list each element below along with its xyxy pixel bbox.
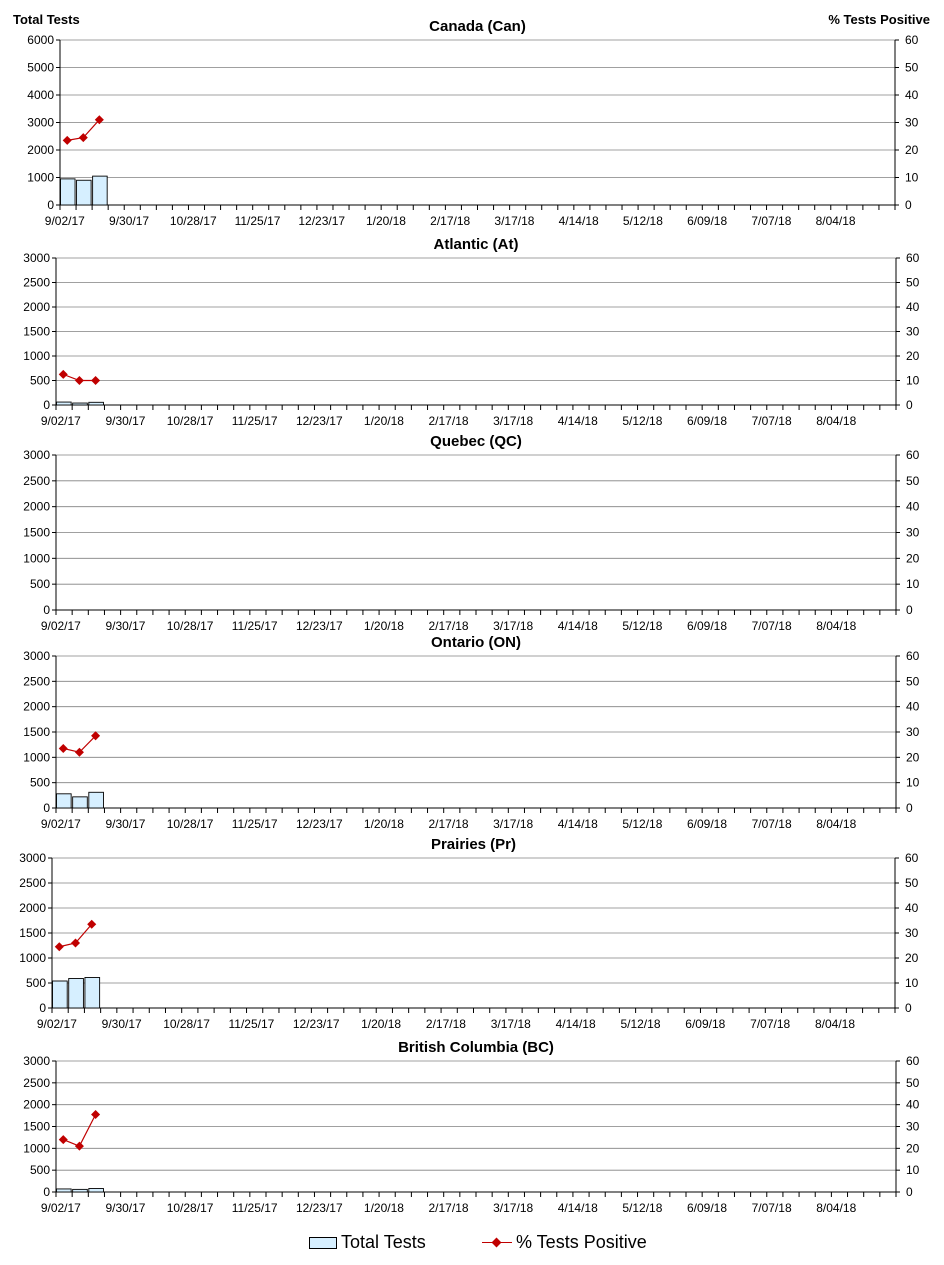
x-tick-label: 6/09/18 [685, 1017, 726, 1031]
x-tick-label: 2/17/18 [428, 1201, 469, 1215]
y-tick-label-left: 1500 [23, 1119, 50, 1134]
y-tick-label-right: 40 [906, 300, 920, 314]
bar [89, 402, 104, 405]
x-tick-label: 3/17/18 [493, 619, 534, 633]
y-tick-label-right: 60 [905, 851, 919, 865]
x-tick-label: 8/04/18 [816, 1201, 857, 1215]
x-tick-label: 10/28/17 [166, 817, 214, 831]
y-tick-label-left: 3000 [23, 1054, 50, 1068]
line-point [75, 1142, 84, 1151]
y-tick-label-left: 0 [43, 801, 50, 815]
x-tick-label: 9/02/17 [40, 1201, 81, 1215]
x-tick-label: 12/23/17 [292, 1017, 340, 1031]
y-tick-label-right: 30 [906, 525, 920, 540]
chart-title: Atlantic (At) [433, 236, 519, 253]
y-tick-label-left: 2000 [23, 1097, 50, 1112]
y-tick-label-right: 30 [905, 926, 919, 940]
y-tick-label-right: 50 [906, 275, 920, 290]
x-tick-label: 2/17/18 [428, 817, 469, 831]
y-tick-label-right: 20 [905, 951, 919, 965]
y-tick-label-left: 2000 [27, 143, 54, 157]
x-tick-label: 12/23/17 [298, 214, 346, 228]
x-tick-label: 4/14/18 [555, 1017, 596, 1031]
y-tick-label-left: 500 [25, 976, 46, 990]
legend-label-percent-positive: % Tests Positive [516, 1232, 647, 1252]
x-tick-label: 1/20/18 [363, 619, 404, 633]
x-tick-label: 4/14/18 [557, 619, 598, 633]
bar [85, 978, 100, 1009]
chart-title: Quebec (QC) [430, 433, 522, 450]
x-tick-label: 6/09/18 [686, 1201, 728, 1215]
y-tick-label-left: 3000 [23, 649, 50, 663]
y-tick-label-left: 1500 [23, 525, 50, 540]
x-tick-label: 11/25/17 [231, 1201, 278, 1215]
chart-title: Canada (Can) [429, 18, 526, 35]
y-tick-label-right: 30 [905, 115, 919, 130]
y-tick-label-right: 10 [906, 577, 920, 592]
x-tick-label: 5/12/18 [622, 214, 663, 228]
left-axis-title: Total Tests [13, 12, 80, 27]
bar [69, 979, 84, 1009]
x-tick-label: 9/02/17 [44, 214, 85, 228]
x-tick-label: 9/02/17 [40, 414, 81, 428]
x-tick-label: 5/12/18 [622, 817, 663, 831]
x-tick-label: 6/09/18 [686, 414, 728, 428]
y-tick-label-right: 30 [906, 1119, 920, 1134]
y-tick-label-left: 6000 [27, 33, 54, 47]
x-tick-label: 2/17/18 [428, 414, 469, 428]
x-tick-label: 9/30/17 [105, 619, 146, 633]
x-tick-label: 1/20/18 [361, 1017, 402, 1031]
y-tick-label-right: 60 [906, 251, 920, 265]
x-tick-label: 11/25/17 [231, 414, 278, 428]
x-tick-label: 5/12/18 [620, 1017, 661, 1031]
x-tick-label: 5/12/18 [622, 414, 663, 428]
x-tick-label: 9/30/17 [105, 817, 146, 831]
y-tick-label-right: 0 [906, 398, 913, 412]
x-tick-label: 2/17/18 [430, 214, 471, 228]
y-tick-label-left: 3000 [19, 851, 46, 865]
x-tick-label: 4/14/18 [557, 817, 598, 831]
x-tick-label: 6/09/18 [686, 619, 728, 633]
x-tick-label: 1/20/18 [365, 214, 406, 228]
y-tick-label-right: 0 [906, 1185, 913, 1199]
y-tick-label-left: 1000 [23, 349, 50, 363]
x-tick-label: 10/28/17 [166, 619, 214, 633]
x-tick-label: 10/28/17 [169, 214, 217, 228]
line-point [55, 942, 64, 951]
y-tick-label-right: 60 [906, 1054, 920, 1068]
x-tick-label: 2/17/18 [428, 619, 469, 633]
y-tick-label-left: 0 [43, 1185, 50, 1199]
y-tick-label-right: 40 [906, 499, 920, 514]
y-tick-label-left: 3000 [27, 115, 54, 130]
y-tick-label-left: 1000 [23, 1141, 50, 1156]
y-tick-label-left: 2500 [23, 473, 50, 488]
bar [53, 981, 68, 1008]
bar [89, 792, 104, 808]
y-tick-label-right: 10 [905, 976, 919, 990]
y-tick-label-left: 3000 [23, 448, 50, 462]
x-tick-label: 4/14/18 [557, 1201, 598, 1215]
legend-item-total-tests [309, 1232, 426, 1253]
right-axis-title: % Tests Positive [828, 12, 930, 27]
y-tick-label-right: 10 [906, 775, 920, 790]
y-tick-label-left: 1000 [19, 951, 46, 965]
x-tick-label: 11/25/17 [234, 214, 281, 228]
bar [73, 403, 88, 405]
x-tick-label: 1/20/18 [363, 817, 404, 831]
y-tick-label-right: 10 [906, 1163, 920, 1178]
line-point [59, 744, 68, 753]
x-tick-label: 12/23/17 [295, 414, 343, 428]
x-tick-label: 8/04/18 [816, 619, 857, 633]
chart-title: Prairies (Pr) [430, 836, 517, 853]
y-tick-label-left: 3000 [23, 251, 50, 265]
chart-title: Ontario (ON) [431, 634, 521, 651]
y-tick-label-right: 40 [906, 1097, 920, 1112]
x-tick-label: 9/30/17 [105, 1201, 146, 1215]
x-tick-label: 4/14/18 [558, 214, 599, 228]
y-tick-label-left: 1000 [23, 551, 50, 566]
y-tick-label-left: 2000 [23, 499, 50, 514]
x-tick-label: 7/07/18 [751, 414, 792, 428]
y-tick-label-left: 1000 [27, 170, 54, 185]
line-point [63, 136, 72, 145]
x-tick-label: 12/23/17 [295, 619, 343, 633]
x-tick-label: 12/23/17 [295, 1201, 343, 1215]
y-tick-label-left: 2500 [23, 275, 50, 290]
legend-line-swatch [482, 1236, 512, 1250]
x-tick-label: 3/17/18 [493, 817, 534, 831]
x-tick-label: 6/09/18 [687, 214, 728, 228]
y-tick-label-left: 1500 [23, 725, 50, 739]
x-tick-label: 7/07/18 [751, 817, 792, 831]
bar [57, 402, 72, 405]
y-tick-label-left: 0 [47, 198, 54, 212]
x-tick-label: 9/30/17 [101, 1017, 142, 1031]
x-tick-label: 7/07/18 [751, 1201, 792, 1215]
x-tick-label: 8/04/18 [815, 214, 856, 228]
x-tick-label: 7/07/18 [750, 1017, 791, 1031]
y-tick-label-right: 60 [906, 649, 920, 663]
y-tick-label-left: 4000 [27, 88, 54, 102]
x-tick-label: 7/07/18 [751, 214, 792, 228]
y-tick-label-right: 50 [905, 876, 919, 890]
y-tick-label-left: 2000 [19, 901, 46, 915]
y-tick-label-left: 0 [43, 603, 50, 617]
y-tick-label-right: 50 [905, 60, 919, 75]
y-tick-label-right: 40 [905, 901, 919, 915]
y-tick-label-right: 0 [906, 603, 913, 617]
x-tick-label: 7/07/18 [751, 619, 792, 633]
y-tick-label-left: 1000 [23, 750, 50, 765]
y-tick-label-right: 0 [905, 198, 912, 212]
x-tick-label: 3/17/18 [493, 1201, 534, 1215]
y-tick-label-right: 50 [906, 674, 920, 689]
x-tick-label: 4/14/18 [557, 414, 598, 428]
y-tick-label-right: 0 [905, 1001, 912, 1015]
y-tick-label-right: 20 [906, 1141, 920, 1156]
y-tick-label-left: 2000 [23, 699, 50, 714]
y-tick-label-left: 5000 [27, 60, 54, 75]
x-tick-label: 12/23/17 [295, 817, 343, 831]
bar [93, 176, 108, 205]
y-tick-label-right: 30 [906, 725, 920, 739]
y-tick-label-right: 60 [906, 448, 920, 462]
x-tick-label: 11/25/17 [231, 817, 278, 831]
bar [73, 797, 88, 808]
y-tick-label-left: 500 [29, 775, 50, 790]
y-tick-label-right: 60 [905, 33, 919, 47]
x-tick-label: 9/30/17 [105, 414, 146, 428]
y-tick-label-left: 2000 [23, 300, 50, 314]
y-tick-label-right: 0 [906, 801, 913, 815]
y-tick-label-right: 40 [905, 88, 919, 102]
bar [57, 1189, 72, 1192]
x-tick-label: 1/20/18 [363, 414, 404, 428]
x-tick-label: 9/30/17 [109, 214, 150, 228]
x-tick-label: 2/17/18 [425, 1017, 466, 1031]
legend-label-total-tests: Total Tests [341, 1232, 426, 1252]
x-tick-label: 3/17/18 [494, 214, 535, 228]
legend-bar-swatch [309, 1237, 337, 1249]
y-tick-label-right: 40 [906, 699, 920, 714]
x-tick-label: 3/17/18 [490, 1017, 531, 1031]
y-tick-label-right: 20 [905, 143, 919, 157]
y-tick-label-left: 500 [29, 577, 50, 592]
series-line [63, 1114, 95, 1146]
y-tick-label-right: 30 [906, 324, 920, 339]
x-tick-label: 9/02/17 [40, 619, 81, 633]
x-tick-label: 8/04/18 [814, 1017, 856, 1031]
y-tick-label-left: 2500 [23, 674, 50, 689]
y-tick-label-left: 500 [29, 373, 50, 388]
y-tick-label-right: 50 [906, 473, 920, 488]
line-point [59, 370, 68, 379]
bar [89, 1189, 104, 1192]
line-point [59, 1135, 68, 1144]
legend-item-percent-positive [482, 1232, 647, 1253]
y-tick-label-left: 1500 [19, 926, 46, 940]
x-tick-label: 10/28/17 [166, 414, 214, 428]
y-tick-label-right: 50 [906, 1075, 920, 1090]
y-tick-label-right: 20 [906, 349, 920, 363]
x-tick-label: 3/17/18 [493, 414, 534, 428]
chart-title: British Columbia (BC) [398, 1039, 554, 1056]
x-tick-label: 11/25/17 [231, 619, 278, 633]
y-tick-label-left: 2500 [23, 1075, 50, 1090]
y-tick-label-left: 0 [43, 398, 50, 412]
y-tick-label-right: 20 [906, 750, 920, 765]
x-tick-label: 5/12/18 [622, 1201, 663, 1215]
line-point [91, 376, 100, 385]
y-tick-label-left: 2500 [19, 876, 46, 890]
x-tick-label: 11/25/17 [228, 1017, 275, 1031]
bar [77, 180, 92, 205]
x-tick-label: 1/20/18 [363, 1201, 404, 1215]
x-tick-label: 6/09/18 [686, 817, 728, 831]
x-tick-label: 5/12/18 [622, 619, 663, 633]
x-tick-label: 10/28/17 [166, 1201, 214, 1215]
y-tick-label-left: 500 [29, 1163, 50, 1178]
x-tick-label: 9/02/17 [40, 817, 81, 831]
y-tick-label-left: 1500 [23, 324, 50, 339]
x-tick-label: 8/04/18 [816, 414, 857, 428]
x-tick-label: 8/04/18 [816, 817, 857, 831]
y-tick-label-left: 0 [39, 1001, 46, 1015]
x-tick-label: 9/02/17 [36, 1017, 77, 1031]
line-point [91, 1110, 100, 1119]
chart-legend [0, 1228, 944, 1258]
bar [57, 794, 72, 808]
y-tick-label-right: 20 [906, 551, 920, 566]
bar [61, 179, 76, 205]
line-point [75, 376, 84, 385]
y-tick-label-right: 10 [905, 170, 919, 185]
y-tick-label-right: 10 [906, 373, 920, 388]
x-tick-label: 10/28/17 [163, 1017, 210, 1031]
bar [73, 1189, 88, 1192]
